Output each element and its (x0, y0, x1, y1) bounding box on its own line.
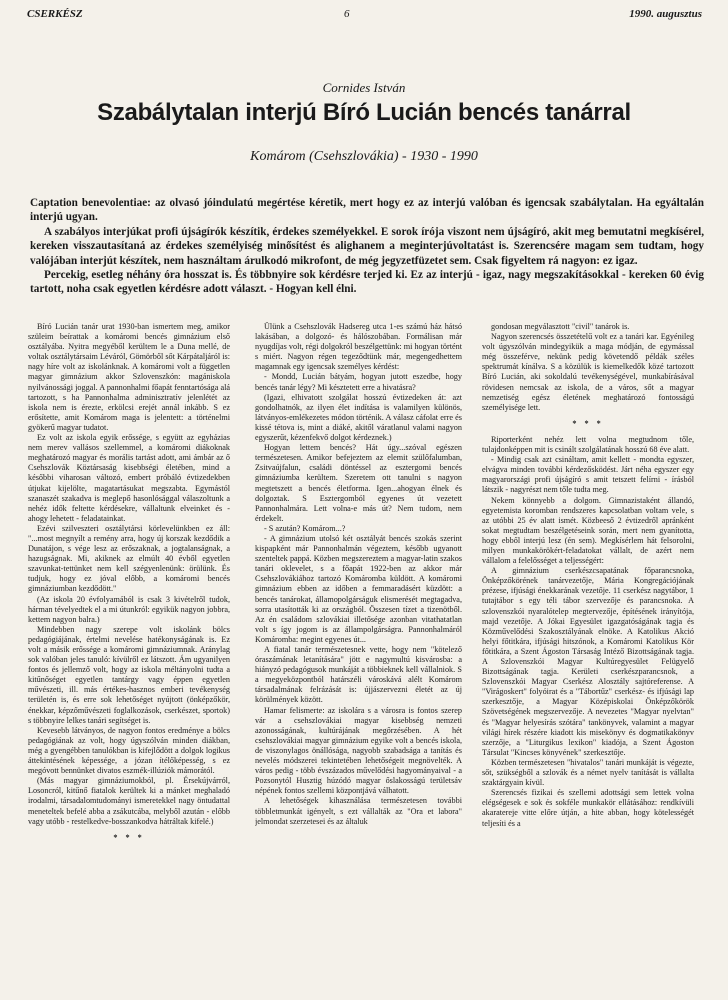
body-paragraph: A fiatal tanár természetesnek vette, hogy nem "kötelező óraszámának letanítására" jött e nagymultú kisvárosba: a hiányzó pedagógusok munkáját a többieknek kell vállalniok. S a megyeközpontból határszéli városkává alélt Komárom társadalmának felrázását is: újjászervezni életét az új körülmények között. (255, 645, 462, 705)
body-paragraph: Ezévi szilveszteri osztálytársi körlevelünkben ez áll: "...most megnyílt a remény arra, hogy új korszak kezdődik a Dunatájon, s vége lesz az erőszaknak, a jogtalanságnak, a hazugságnak. Mi, akiknek az elmúlt 40 évből egyetlen szavunkat-tettünket nem kell szégyenlenünk: örülünk. És tudjuk, hogy ez jóval előbb, a komáromi bencés gimnáziumban kezdődött." (28, 523, 230, 594)
article-author: Cornides István (322, 80, 406, 95)
body-paragraph: Nekem könnyebb a dolgom. Gimnazistaként állandó, egyetemista koromban rendszeres kapcsolatban voltam vele, s az utóbbi 25 év alatt ismét. Közbeeső 2 évtizedről apránként sokat megtudtam beszélgetéseink során, mert nem gyanította, hogy ebből interjú lesz (én sem). Megkísérlem hát felsorolni, milyen munkakörökért-feladatokat vállalt, de azért nem vállalom a felelősséget a teljességért: (482, 495, 694, 566)
body-paragraph: Közben természetesen "hivatalos" tanári munkáját is végezte, sőt, szükségből a szlovák és a német nyelv tanítását is vállalta szaktárgyain kívül. (482, 757, 694, 788)
body-paragraph: (Más magyar gimnáziumokból, pl. Érsekújvárról, Losoncról, kitűnő fiatalok kerültek ki a mánket meghaladó irodalmi, társadalomtudományi ismeretekkel nagy öntudattal meneteltek befelé abba a zsákutcába, melyből azután - előbb vagy utóbb - restelkedve-bosszankodva hátráltak kifelé.) (28, 776, 230, 826)
body-paragraph: Bíró Lucián tanár urat 1930-ban ismertem meg, amikor szüleim beírattak a komáromi bencés gimnázium első osztályába. Nyitra megyéből kerültem le a Duna mellé, de voltak osztálytársaim Léváról, Gömörből sőt Kárpátaljáról is: nagy híre volt az iskolánknak. A komáromi volt a független magyar gimnázium akkor Szlovenszkón: magániskola nyilvánossági joggal. A pannonhalmi főapát fenntartósága alá tartozott, s ha Pannonhalma adminisztratív jelenlétét az iskola nem is érezte, erkölcsi erejét annál inkább. S ez erősítette, amit Komárom maga is jelentett: a történelmi gyökerű magyar tudatot. (28, 322, 230, 432)
body-paragraph: A gimnázium cserkészcsapatának főparancsnoka, Önképzőkörének tanárvezetője, Mária Kongregációjának prézese, ifjúsági énekkarának vezetője. 11 cserkész nagytábor, 1 tutajtábor s egy téli tábor szervezője és parancsnoka. A szlovenszkói nyaralótelep megtervezője, építésének irányítója, majd vezetője. A Jókai Egyesület igazgatóságának tagja és Közművelődési Szakosztályának elnöke. A Katolikus Akció helyi főtitkára, ifjúsági hitszónok, a Komáromi Katolikus Kör főtitkára, a Szent Ágoston Társaság Intéző Bizottságának tagja. A Szlovenszkói Magyar Kultúregyesület Felügyelő Bizottságának tagja. Kerületi cserkészparancsnok, a Szlovenszkói Magyar Cserkész Alosztály sajtóreferense. A "Virágoskert" folyóirat és a "Tábortűz" cserkész- és ifjúsági lap szerkesztője, a Magyar Középiskolai Önképzőkörök Szövetségének megszervezője. A nevezetes "Magyar nyelvtan" és "Magyar helyesírás szótára" tankönyvek, valamint a magyar világi hírek részére kiadott kis misekönyv és dogmatikakönyv szerzője, a "Liturgikus lexikon" kiadója, a Szent Ágoston Társulat "Kincses könyvének" szerkesztője. (482, 566, 694, 757)
section-separator: * * * (113, 832, 145, 842)
header-magazine-name: CSERKÉSZ (27, 8, 83, 20)
column-1 (28, 322, 230, 992)
article-title: Szabálytalan interjú Bíró Lucián bencés tanárral (97, 99, 631, 126)
header-date: 1990. augusztus (629, 8, 702, 20)
body-paragraph: Ez volt az iskola egyik erőssége, s együtt az egyházias nem merev vallásos szellemmel, a komáromi diákoknak meghatározó magyar és morális tartást adott, ami ámbár az ő Csehszlovák Köztársaság kisebbségi életében, mind a későbbi viharosan változó, embert próbáló évtizedekben útjukat kijelölte, magatartásukat megszabta. Egymástól szanaszét szakadva is meglepő hasonlósággal válaszoltunk a nehéz idők feltette kérdésekre, vállaltunk elveinket és - ahogy lehetett - feladatainkat. (28, 433, 230, 523)
body-paragraph: - Mondd, Lucián bátyám, hogyan jutott eszedbe, hogy bencés tanár légy? Mi késztetett erre a hivatásra? (255, 372, 462, 392)
lead-paragraph: Percekig, esetleg néhány óra hosszat is. És többnyire sok kérdésre terjed ki. Ez az interjú - igaz, nagy megszakításokkal - kereken 60 évig tartott, noha csak egyetlen kérdésre adott választ. - Hogyan kell élni. (30, 269, 704, 296)
lead-paragraphs (30, 196, 704, 297)
body-paragraph: Nagyon szerencsés összetételű volt ez a tanári kar. Egyénileg volt úgyszólván mindegyikük a maga módján, de egymással még összeférve, nekünk pedig követendő példák széles spektrumát kínálva. S a közülük is kiemelkedők közé tartozott Bíró Lucián, aki sokoldalú tevékenységével, munkabírásával rövidesen nemcsak az iskola, de a város, sőt a magyar nemzetiség egész életének meghatározó fontosságú személyisége lett. (482, 332, 694, 412)
lead-paragraph: A szabályos interjúkat profi újságírók készítik, érdekes személyekkel. E sorok írója viszont nem újságíró, akit meg bemutatni megkísérel, kereken visszautasítaná az érdekes személyiség minősítést és alighanem a meginterjúvoltatást is. Szerencsére magam sem tudtam, hogy valójában interjút készítek, nem használtam árulkodó mikrofont, de még jegyzetfüzetet sem. Csak figyeltem rá nagyon: ez igaz. (30, 225, 704, 267)
body-paragraph: (Az iskola 20 évfolyamából is csak 3 kivételről tudok, hárman tévelyedtek el a mi útunkról: egyikük nagyon jobbra, kettem nagyon balra.) (28, 594, 230, 624)
body-paragraph: - A gimnázium utolsó két osztályát bencés szokás szerint kispapként már Pannonhalmán végeztem, később ugyanott szenteltek pappá. Közben megszereztem a magyar-latin szakos tanári oklevelet, s a főapát 1922-ben az akkor már Csehszlovákiához tartozó Komáromba küldött. A komáromi gimnázium ebben az időben a femmaradásért küzdött: a bencés tanárokat, államopolgárságuk elismerését megtagadva, sorra utasították ki az országból. Összesen tízet a tizenötből. Az én családom szlovákiai illetősége azonban vitathatatlan volt s így jogom is az állampolgárságra. Pannonhalmáról Komáromba: megint egyenes út... (255, 533, 462, 644)
body-paragraph: (Igazi, elhivatott szolgálat hosszú évtizedeken át: azt gondolhatnók, az ilyen élet indítása is valamilyen különös, látványos-emlékezetes módon történik. A válasz cáfolat erre és kissé tétova is, mint a diáké, akitől váratlanul valami nagyon egyszerűt, kézenfekvő dolgot kérdeznek.) (255, 392, 462, 443)
column-3 (482, 322, 694, 992)
body-paragraph: gondosan megválasztott "civil" tanárok is. (491, 322, 630, 331)
body-paragraph: Riporterként nehéz lett volna megtudnom tőle, tulajdonképpen mit is csinált szolgálatának hosszú 68 éve alatt. (482, 434, 694, 455)
body-paragraph: Szerencsés fizikai és szellemi adottsági sem lettek volna elégségesek e sok és sokféle munkakör ellátásához: rendkívüli akaratereje vitte előre útján, a hite abban, hogy kötelességét teljesíti és a (482, 788, 694, 828)
body-paragraph: Hamar felismerte: az iskolára s a városra is fontos szerep vár a csehszlovákiai magyar kisebbség nemzeti azonosságának, kultúrájának megőrzésében. A hét csehszlovákiai magyar gimnázium egyike volt a bencés iskola, de viszonylagos önállósága, nagyobb szabadsága a tanítás és nevelés módszerei tekintetében lehetőségeit megnövelték. A város pedig - több évszázados művelődési hagyományaival - a Pozsonytól Husztig húzódó magyar őslakosságú területsáv népének fontos szellemi központjává válhatott. (255, 705, 462, 796)
section-separator: * * * (572, 418, 604, 428)
body-paragraph: Kevesebb látványos, de nagyon fontos eredménye a bölcs pedagógiának az volt, hogy úgyszólván minden diákban, még a gyengébben tanulókban is kifejlődött a dolgok logikus áttekintésének képessége, a józan ítélőképesség, s ez megóvott bennünket divatos eszmék-illúziók mámorától. (28, 725, 230, 776)
body-paragraph: Mindebben nagy szerepe volt iskolánk bölcs pedagógiájának, értelmi nevelése hatékonyságának is. Ez volt a másik erőssége a komáromi gimnáziumnak. Aránylag sok valóban jeles tanuló: kívülről ez látszott. Ám ugyanilyen fontos és jellemző volt, hogy az iskola méltányolni tudta a kitűnőséget egyetlen tantárgy vagy éppen egyetlen művészeti, ill. más értékes-hasznos emberi tevékenység területén is, és erre sok lehetőséget nyújtott (önképzőkör, énekkar, képzőművészeti foglalkozások, cserkészet, sportok) s többnyire lelkes tanári segítséget is. (28, 624, 230, 725)
body-paragraph: A lehetőségek kihasználása természetesen további többletmunkát igényelt, s ezt vállalták az "Ora et labora" jelmondat szerzetesei és az általuk (255, 796, 462, 826)
body-paragraph: Ülünk a Csehszlovák Hadsereg utca 1-es számú ház hátsó lakásában, a dolgozó- és hálószobában. Formálisan már nyugdíjas volt, régi dolgokról beszélgettünk: mi hogyan történt s miért. Nagyon régen tegeződtünk már, megengedhettem magamnak egy igencsak személyes kérdést: (255, 322, 462, 372)
lead-paragraph: Captation benevolentiae: az olvasó jóindulatú megértése kéretik, mert hogy ez az interjú valóban és igencsak szabálytalan. Ha egyáltalán interjú ugyan. (30, 197, 704, 224)
body-paragraph: Hogyan lettem bencés? Hát úgy...szóval egészen természetesen. Amikor befejeztem az elemit szülőfalumban, Zsitvaújfalun, családi döntéssel az esztergomi bencés gimnáziumba kerültem. Szeretem ott tanulni s nagyon megtetszett a bencés életforma. Igen...ahogyan élnek és dolgoztak. S Esztergomból egyenes út vezetett Pannonhalmára. Lett volna-e más út? Nem tudom, nem érdekelt. (255, 443, 462, 523)
article-subtitle: Komárom (Csehszlovákia) - 1930 - 1990 (250, 149, 478, 164)
column-2 (255, 322, 462, 992)
running-header (0, 4, 728, 22)
header-page-number: 6 (344, 8, 350, 20)
body-paragraph: - Mindig csak azt csináltam, amit kellett - mondta egyszer, elvágva minden további kérdezősködést. Járt néha egyszer egy magyarországi profi újságíró s amit tetszett felírni - írásból látszik - nagyrészt nem tőle tudta meg. (482, 455, 694, 495)
body-paragraph: - S azután? Komárom...? (264, 523, 346, 533)
